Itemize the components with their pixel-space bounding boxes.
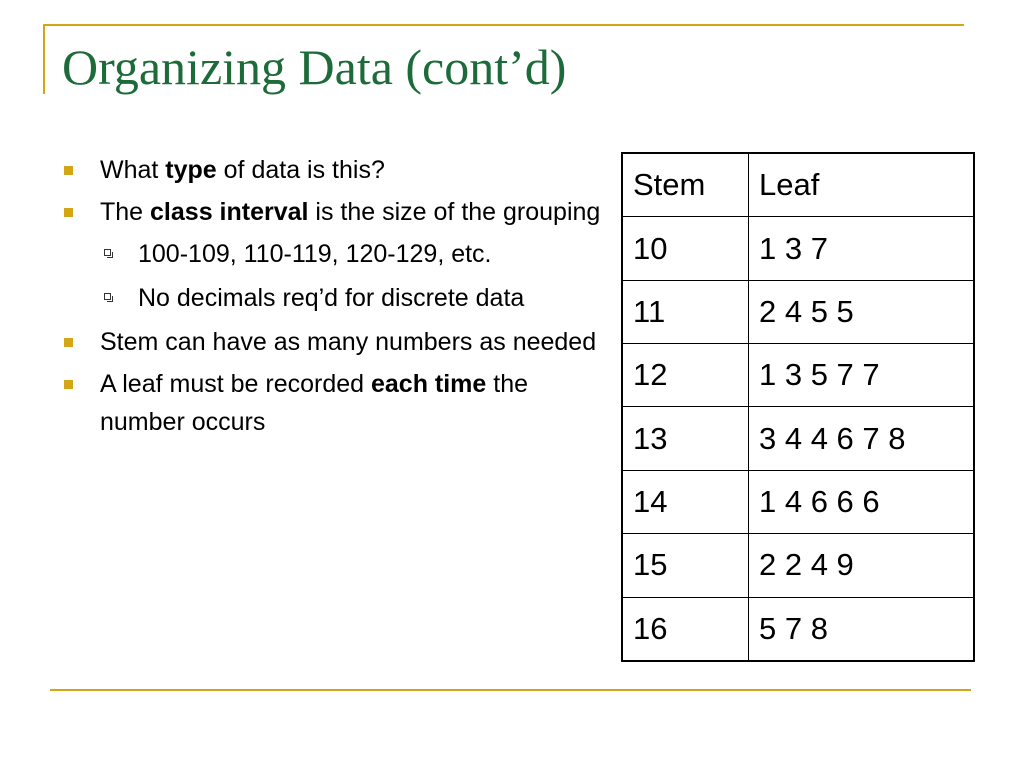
- stem-cell: 12: [622, 344, 749, 407]
- box-bullet-icon: [104, 293, 111, 300]
- bullet-text-bold: class interval: [150, 198, 309, 226]
- stem-leaf-table: [621, 152, 975, 662]
- bottom-rule: [50, 689, 971, 691]
- bullet-text-post: is the size of the grouping: [308, 198, 601, 226]
- table-row: [622, 470, 974, 533]
- bullet-item: [62, 151, 602, 189]
- table-row: [622, 534, 974, 597]
- header-stem: Stem: [622, 153, 749, 217]
- sub-bullet-item: [62, 279, 602, 317]
- bullet-text: Stem can have as many numbers as needed: [100, 328, 597, 356]
- bullet-text-bold: each time: [370, 370, 487, 398]
- bullet-item: [62, 193, 602, 231]
- bullet-list: [62, 151, 602, 445]
- table-row: [622, 407, 974, 470]
- stem-cell: 14: [622, 470, 749, 533]
- leaf-cell: 3 4 4 6 7 8: [749, 407, 975, 470]
- left-rule: [43, 24, 45, 94]
- leaf-cell: 2 2 4 9: [749, 534, 975, 597]
- header-leaf: Leaf: [749, 153, 975, 217]
- stem-cell: 15: [622, 534, 749, 597]
- bullet-text-post: of data is this?: [216, 156, 385, 184]
- leaf-cell: 1 3 5 7 7: [749, 344, 975, 407]
- stem-cell: 16: [622, 597, 749, 661]
- box-bullet-icon: [104, 249, 111, 256]
- table-header-row: [622, 153, 974, 217]
- square-bullet-icon: [64, 208, 73, 217]
- bullet-text-pre: What: [100, 156, 166, 184]
- bullet-item: [62, 365, 602, 441]
- square-bullet-icon: [64, 380, 73, 389]
- square-bullet-icon: [64, 338, 73, 347]
- table-row: [622, 217, 974, 280]
- bullet-text-post: the number occurs: [100, 370, 529, 436]
- sub-bullet-text: 100-109, 110-119, 120-129, etc.: [138, 240, 492, 268]
- table-row: [622, 344, 974, 407]
- table-row: [622, 597, 974, 661]
- stem-cell: 11: [622, 280, 749, 343]
- leaf-cell: 2 4 5 5: [749, 280, 975, 343]
- square-bullet-icon: [64, 166, 73, 175]
- leaf-cell: 5 7 8: [749, 597, 975, 661]
- bullet-item: [62, 323, 602, 361]
- stem-cell: 13: [622, 407, 749, 470]
- bullet-text-pre: The: [100, 198, 151, 226]
- leaf-cell: 1 4 6 6 6: [749, 470, 975, 533]
- bullet-text-pre: A leaf must be recorded: [100, 370, 371, 398]
- sub-bullet-item: [62, 235, 602, 273]
- slide-title: Organizing Data (cont’d): [62, 39, 567, 95]
- top-rule: [43, 24, 964, 26]
- stem-cell: 10: [622, 217, 749, 280]
- bullet-text-bold: type: [165, 156, 217, 184]
- sub-bullet-text: No decimals req’d for discrete data: [138, 284, 525, 312]
- table-row: [622, 280, 974, 343]
- leaf-cell: 1 3 7: [749, 217, 975, 280]
